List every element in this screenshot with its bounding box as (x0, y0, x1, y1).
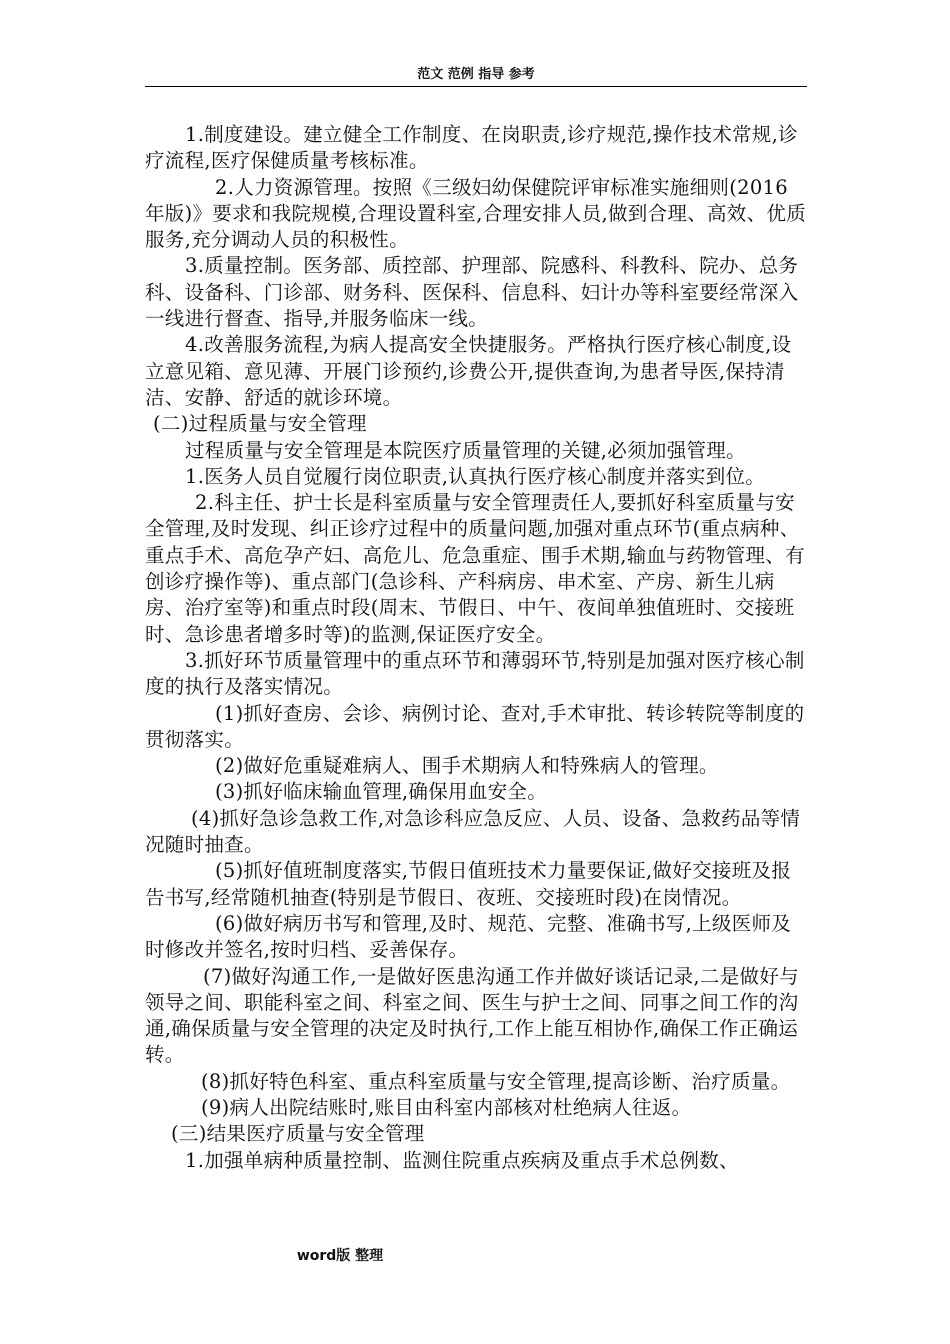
paragraph: (2)做好危重疑难病人、围手术期病人和特殊病人的管理。 (215, 754, 719, 778)
paragraph: (4)抓好急诊急救工作,对急诊科应急反应、人员、设备、急救药品等情况随时抽查。 (145, 806, 801, 857)
paragraph: 2.人力资源管理。按照《三级妇幼保健院评审标准实施细则(2016年版)》要求和我院规模,合理设置科室,合理安排人员,做到合理、高效、优质服务,充分调动人员的积极性。 (145, 175, 807, 252)
document-body (145, 122, 807, 1174)
paragraph: 3.质量控制。医务部、质控部、护理部、院感科、科教科、院办、总务科、设备科、门诊部、财务科、医保科、信息科、妇计办等科室要经常深入一线进行督查、指导,并服务临床一线。 (145, 254, 799, 331)
paragraph: 过程质量与安全管理是本院医疗质量管理的关键,必须加强管理。 (185, 438, 746, 462)
paragraph: 1.医务人员自觉履行岗位职责,认真执行医疗核心制度并落实到位。 (185, 464, 766, 488)
paragraph: (3)抓好临床输血管理,确保用血安全。 (215, 780, 548, 804)
paragraph: (5)抓好值班制度落实,节假日值班技术力量要保证,做好交接班及报告书写,经常随机抽查(特别是节假日、夜班、交接班时段)在岗情况。 (145, 859, 792, 909)
paragraph: 2.科主任、护士长是科室质量与安全管理责任人,要抓好科室质量与安全管理,及时发现、纠正诊疗过程中的质量问题,加强对重点环节(重点病种、重点手术、高危孕产妇、高危儿、危急重症、围手术期,输血与药物管理、有创诊疗操作等)、重点部门(急诊科、产科病房、串术室、产房、新生儿病房、治疗室等)和重点时段(周末、节假日、中午、夜间单独值班时、交接班时、急诊患者增多时等)的监测,保证医疗安全。 (145, 491, 805, 646)
paragraph: (三)结果医疗质量与安全管理 (171, 1122, 425, 1146)
paragraph: (1)抓好查房、会诊、病例讨论、查对,手术审批、转诊转院等制度的贯彻落实。 (145, 701, 805, 751)
paragraph: (7)做好沟通工作,一是做好医患沟通工作并做好谈话记录,二是做好与领导之间、职能科室之间、科室之间、医生与护士之间、同事之间工作的沟通,确保质量与安全管理的决定及时执行,工作上能互相协作,确保工作正确运转。 (145, 964, 799, 1067)
paragraph: (二)过程质量与安全管理 (153, 412, 367, 436)
page-footer: word版 整理 (296, 1248, 384, 1264)
paragraph: 3.抓好环节质量管理中的重点环节和薄弱环节,特别是加强对医疗核心制度的执行及落实情况。 (145, 648, 805, 699)
paragraph: (8)抓好特色科室、重点科室质量与安全管理,提高诊断、治疗质量。 (201, 1069, 791, 1093)
paragraph: 4.改善服务流程,为病人提高安全快捷服务。严格执行医疗核心制度,设立意见箱、意见薄、开展门诊预约,诊费公开,提供查询,为患者导医,保持清洁、安静、舒适的就诊环境。 (145, 333, 792, 409)
header-rule (145, 86, 807, 87)
paragraph: 1.加强单病种质量控制、监测住院重点疾病及重点手术总例数、 (185, 1148, 739, 1172)
paragraph: (9)病人出院结账时,账目由科室内部核对杜绝病人往返。 (201, 1095, 692, 1119)
paragraph: (6)做好病历书写和管理,及时、规范、完整、准确书写,上级医师及时修改并签名,按时归档、妥善保存。 (145, 911, 792, 962)
paragraph: 1.制度建设。建立健全工作制度、在岗职责,诊疗规范,操作技术常规,诊疗流程,医疗保健质量考核标准。 (145, 123, 798, 173)
page-header: 范文 范例 指导 参考 (417, 67, 535, 82)
